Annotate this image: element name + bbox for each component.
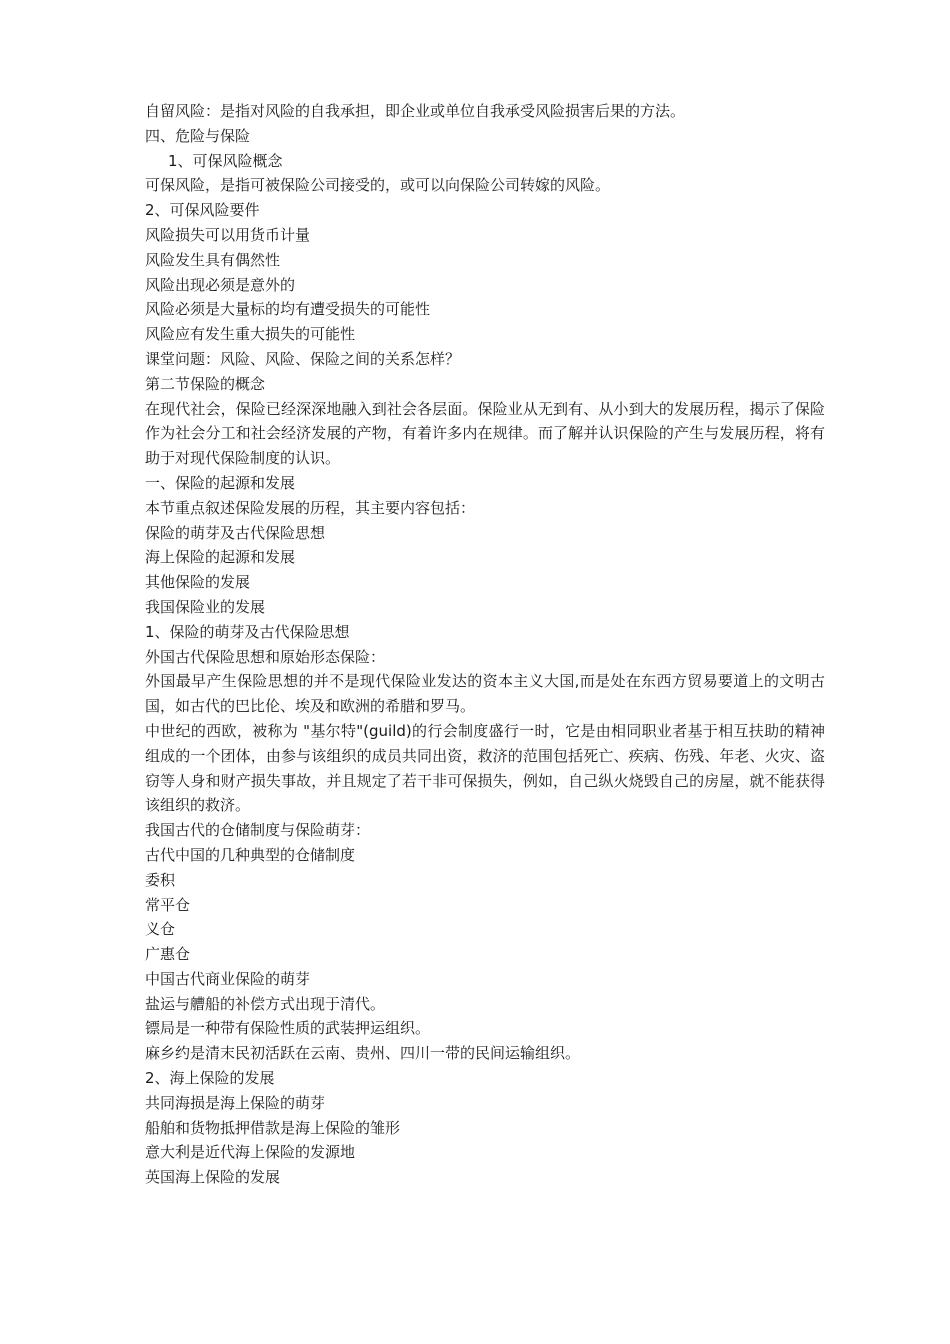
text-line: 四、危险与保险 <box>145 126 251 145</box>
text-line: 2、可保风险要件 <box>145 201 260 220</box>
text-line: 外国古代保险思想和原始形态保险： <box>145 647 386 666</box>
text-line: 常平仓 <box>145 895 191 914</box>
text-line: 委积 <box>145 870 176 889</box>
text-line: 风险应有发生重大损失的可能性 <box>145 325 356 344</box>
text-line: 自留风险：是指对风险的自我承担，即企业或单位自我承受风险损害后果的方法。 <box>145 102 686 120</box>
text-line: 本节重点叙述保险发展的历程，其主要内容包括： <box>145 498 476 517</box>
text-line: 1、可保风险概念 <box>168 151 283 170</box>
text-line: 风险发生具有偶然性 <box>145 250 281 269</box>
text-line: 风险损失可以用货币计量 <box>145 225 311 244</box>
text-line: 共同海损是海上保险的萌芽 <box>145 1093 326 1112</box>
text-line: 英国海上保险的发展 <box>145 1168 281 1187</box>
paragraph: 在现代社会，保险已经深深地融入到社会各层面。保险业从无到有、从小到大的发展历程，揭示了保险作为社会分工和社会经济发展的产物，有着许多内在规律。而了解并认识保险的产生与发展历程，将有助于对现代保险制度的认识。 <box>145 399 825 468</box>
text-line: 广惠仓 <box>145 945 191 964</box>
text-line: 盐运与艚船的补偿方式出现于清代。 <box>145 994 386 1013</box>
text-line: 课堂问题：风险、风险、保险之间的关系怎样？ <box>145 349 461 368</box>
text-line: 一、保险的起源和发展 <box>145 473 296 492</box>
text-line: 中国古代商业保险的萌芽 <box>145 969 311 988</box>
text-line: 麻乡约是清末民初活跃在云南、贵州、四川一带的民间运输组织。 <box>145 1044 581 1063</box>
paragraph: 中世纪的西欧，被称为 "基尔特"(guild)的行会制度盛行一时，它是由相同职业者基于相互扶助的精神组成的一个团体，由参与该组织的成员共同出资，救济的范围包括死亡、疾病、伤残、年老、火灾、盗窃等人身和财产损失事故，并且规定了若干非可保损失，例如，自己纵火烧毁自己的房屋，就不能获得该组织的救济。 <box>145 721 825 815</box>
text-line: 可保风险，是指可被保险公司接受的，或可以向保险公司转嫁的风险。 <box>145 176 611 195</box>
text-line: 义仓 <box>145 920 176 939</box>
text-line: 第二节保险的概念 <box>145 374 266 393</box>
text-line: 我国古代的仓储制度与保险萌芽： <box>145 821 371 840</box>
text-line: 我国保险业的发展 <box>145 597 266 616</box>
text-line: 其他保险的发展 <box>145 573 251 592</box>
document-body <box>145 99 825 1190</box>
text-line: 古代中国的几种典型的仓储制度 <box>145 845 356 864</box>
text-line: 2、海上保险的发展 <box>145 1069 275 1088</box>
text-line: 意大利是近代海上保险的发源地 <box>145 1143 356 1162</box>
text-line: 风险必须是大量标的均有遭受损失的可能性 <box>145 300 431 319</box>
text-line: 船舶和货物抵押借款是海上保险的雏形 <box>145 1118 401 1137</box>
text-line: 保险的萌芽及古代保险思想 <box>145 523 326 542</box>
text-line: 风险出现必须是意外的 <box>145 275 296 294</box>
text-line: 1、保险的萌芽及古代保险思想 <box>145 622 350 641</box>
text-line: 海上保险的起源和发展 <box>145 548 296 567</box>
paragraph: 外国最早产生保险思想的并不是现代保险业发达的资本主义大国,而是处在东西方贸易要道上的文明古国，如古代的巴比伦、埃及和欧洲的希腊和罗马。 <box>145 672 825 716</box>
text-line: 镖局是一种带有保险性质的武装押运组织。 <box>145 1019 431 1038</box>
